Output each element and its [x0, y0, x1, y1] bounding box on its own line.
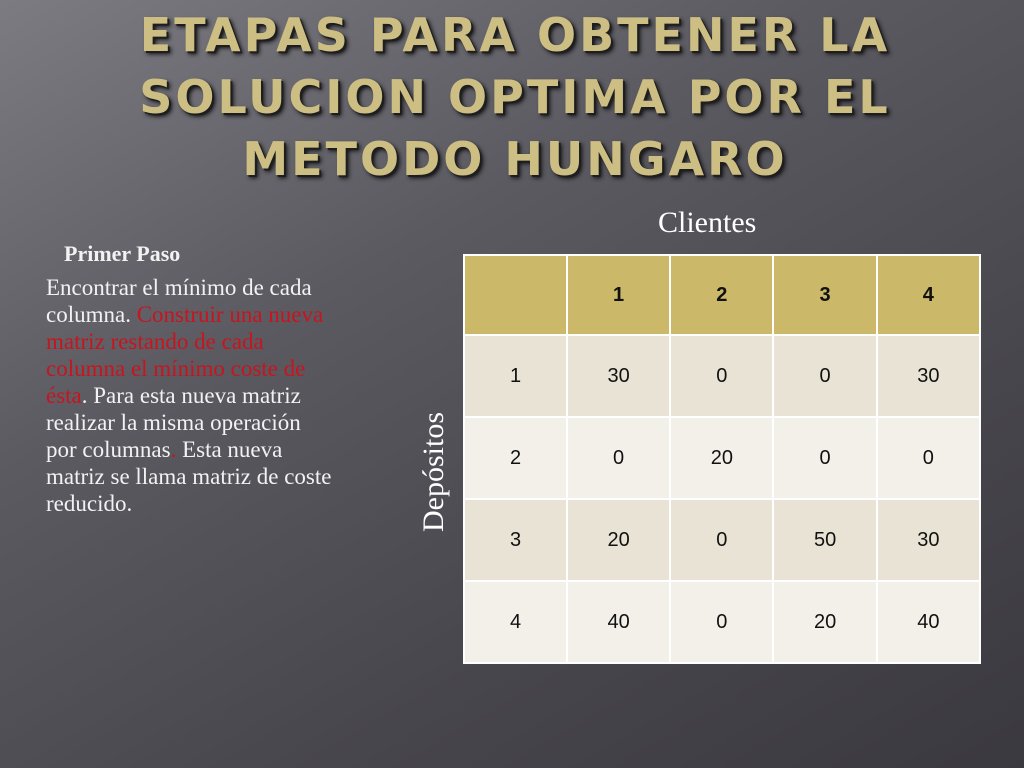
description-highlight-1: Construir una nueva matriz restando de cada columna el mínimo coste de ésta — [46, 302, 324, 408]
matrix-cell: 0 — [773, 417, 876, 499]
matrix-row — [464, 581, 980, 663]
description-text-1: Encontrar el mínimo de cada columna. — [46, 275, 312, 327]
matrix-column-header: 1 — [567, 255, 670, 335]
matrix-cell: 30 — [877, 335, 980, 417]
matrix-corner-cell — [464, 255, 567, 335]
matrix-column-header: 2 — [670, 255, 773, 335]
matrix-cell: 0 — [567, 417, 670, 499]
title-line-1: ETAPAS PARA OBTENER LA — [139, 8, 891, 62]
matrix-cell: 50 — [773, 499, 876, 581]
matrix-row-label: 4 — [464, 581, 567, 663]
matrix-row — [464, 335, 980, 417]
matrix-cell: 0 — [670, 581, 773, 663]
deposits-axis-label: Depósitos — [417, 412, 450, 532]
matrix-row-label: 2 — [464, 417, 567, 499]
matrix-cell: 20 — [670, 417, 773, 499]
matrix-header-row — [464, 255, 980, 335]
matrix-cell: 30 — [877, 499, 980, 581]
step-description — [46, 274, 336, 517]
matrix-cell: 20 — [773, 581, 876, 663]
matrix-row — [464, 499, 980, 581]
matrix-cell: 40 — [877, 581, 980, 663]
description-highlight-2: . — [170, 437, 177, 462]
matrix-cell: 0 — [670, 335, 773, 417]
matrix-row-label: 1 — [464, 335, 567, 417]
matrix-column-header: 3 — [773, 255, 876, 335]
matrix-cell: 30 — [567, 335, 670, 417]
step-title: Primer Paso — [64, 241, 181, 266]
clients-axis-label: Clientes — [658, 206, 757, 239]
title-line-2: SOLUCION OPTIMA POR EL — [139, 70, 891, 124]
matrix-cell: 0 — [670, 499, 773, 581]
cost-matrix-table — [463, 254, 981, 664]
matrix-cell: 40 — [567, 581, 670, 663]
slide-title — [60, 4, 970, 190]
matrix-cell: 0 — [877, 417, 980, 499]
matrix-row-label: 3 — [464, 499, 567, 581]
title-line-3: METODO HUNGARO — [242, 132, 788, 186]
matrix-row — [464, 417, 980, 499]
matrix-cell: 20 — [567, 499, 670, 581]
description-text-2: . Para esta nueva matriz realizar la misma operación por columnas — [46, 383, 301, 462]
description-text-3: Esta nueva matriz se llama matriz de coste reducido. — [46, 437, 332, 516]
matrix-column-header: 4 — [877, 255, 980, 335]
matrix-cell: 0 — [773, 335, 876, 417]
